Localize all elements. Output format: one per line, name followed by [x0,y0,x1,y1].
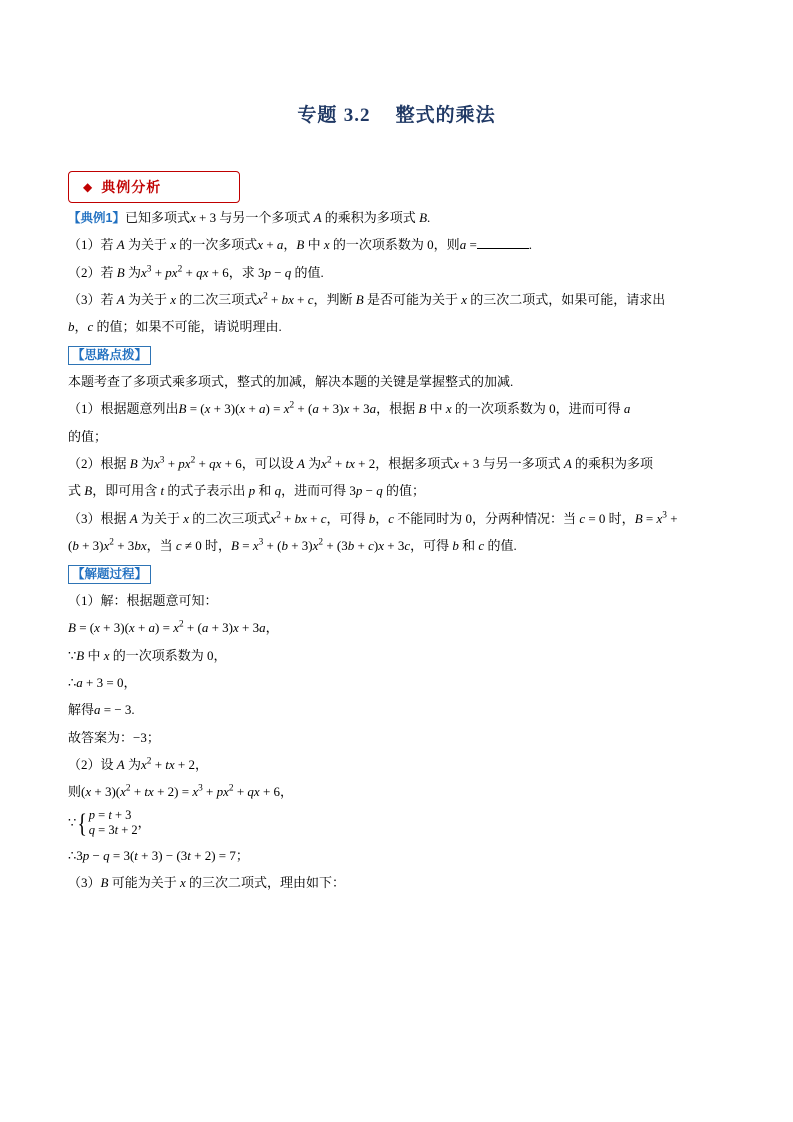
hints-line-5-text: （3）根据 A 为关于 x 的二次三项式$x^2$ + bx + c，可得 b，c 不能同时为 0，分两种情况：当 c = 0 时，$B = x^3$ + [68,510,678,526]
hints-line-4-text: 式 B，即可用含 t 的式子表示出 p 和 q，进而可得 3p − q 的值； [68,483,426,499]
example-item-3 [68,287,725,312]
solution-line-7-text: 则$(x + 3)(x^2$ + tx + $2) = x^3 + px^2$ + qx + 6， [68,783,294,800]
system-brace: { [77,808,88,838]
solution-line-0-text: （1）解：根据题意可知： [68,592,218,608]
solution-system [68,808,725,839]
solution-line-1 [68,615,725,640]
section-tab [68,171,240,203]
example-item-3-cont [68,314,725,339]
hints-line-3-text: （2）根据 B 为$x^3 + px^2$ + qx + 6，可以设 A 为$x^2$ + tx + 2，根据多项式x + 3 与另一多项式 A 的乘积为多项 [68,455,654,472]
solution-line-5 [68,725,725,750]
hints-line-2 [68,424,725,449]
diamond-icon: ◆ [83,180,93,194]
example-item-1-text: （1）若 A 为关于 x 的一次多项式x + a，B 中 x 的一次项系数为 0，则a = [68,237,477,253]
title-prefix: 专题 [297,105,338,126]
example-item-3-text: （3）若 A 为关于 x 的二次三项式$x^2$ + bx + c，判断 B 是否可能为关于 x 的三次二项式，如果可能，请求出 [68,291,666,308]
section-header [68,171,725,205]
hints-label: 【思路点拨】 [68,346,151,365]
hints-label-line [68,342,725,367]
solution-line-9 [68,870,725,895]
title-main: 整式的乘法 [395,105,496,126]
hints-line-0 [68,369,725,394]
example-item-1-period: . [528,237,533,253]
example-item-3-cont-text: b，c 的值；如果不可能，请说明理由. [68,319,282,335]
system-rows [89,808,138,839]
system-marker: ∵ [68,814,77,830]
system-row-1: p = t + 3 [88,807,132,822]
solution-line-6 [68,752,725,777]
solution-line-0 [68,588,725,613]
page-title [68,100,725,127]
example-item-2-text: （2）若 B 为$x^3 + px^2$ + qx + 6，求 3p − q 的值. [68,264,324,280]
hints-line-4 [68,478,725,503]
hints-line-5 [68,506,725,531]
system-trailing: ， [137,814,151,830]
solution-label: 【解题过程】 [68,565,151,584]
title-number: 3.2 [343,105,371,126]
solution-line-4-text: 解得a = − 3. [68,702,135,718]
hints-line-3 [68,451,725,476]
example-item-2 [68,260,725,285]
example-stem-text: 已知多项式x + 3 与另一个多项式 A 的乘积为多项式 B. [124,210,431,225]
hints-line-2-text: 的值； [68,428,108,444]
solution-line-1-text: $B = (x + 3)(x + a) = x^2 + (a + 3)x + 3a$， [68,619,279,636]
solution-line-6-text: （2）设 A 为$x^2$ + tx + 2， [68,756,209,772]
solution-line-3-text: ∴a + 3 = 0， [68,674,137,690]
solution-line-8 [68,843,725,868]
solution-line-7 [68,779,725,804]
section-tab-label: 典例分析 [101,179,162,195]
solution-line-2-text: ∵B 中 x 的一次项系数为 0， [68,647,227,663]
example-item-1 [68,232,725,257]
answer-blank [477,236,529,249]
hints-line-0-text: 本题考查了多项式乘多项式，整式的加减，解决本题的关键是掌握整式的加减. [68,374,514,390]
solution-line-4 [68,697,725,722]
system-row-2: q = 3t + 2 [88,823,138,838]
example-label: 【典例1】 [68,211,125,225]
hints-line-6-text: $(b + 3)x^2 + 3bx$，当 c ≠ 0 时，$B = x^3 + (b + 3)x^2 + (3b + c)x + 3c$，可得 b 和 c 的值. [68,537,517,554]
hints-line-1 [68,396,725,421]
solution-label-line [68,561,725,586]
hints-line-6 [68,533,725,558]
hints-line-1-text: （1）根据题意列出$B = (x + 3)(x + a) = x^2 + (a + 3)x + 3a$，根据 B 中 x 的一次项系数为 0，进而可得 a [68,401,631,417]
solution-line-9-text: （3）B 可能为关于 x 的三次二项式，理由如下： [68,875,346,891]
solution-line-2 [68,643,725,668]
solution-line-8-text: ∴3p − q = 3(t + 3) − (3t + 2) = 7； [68,847,249,863]
example-stem-line [68,205,725,230]
solution-line-3 [68,670,725,695]
solution-line-5-text: 故答案为：−3； [68,729,160,745]
